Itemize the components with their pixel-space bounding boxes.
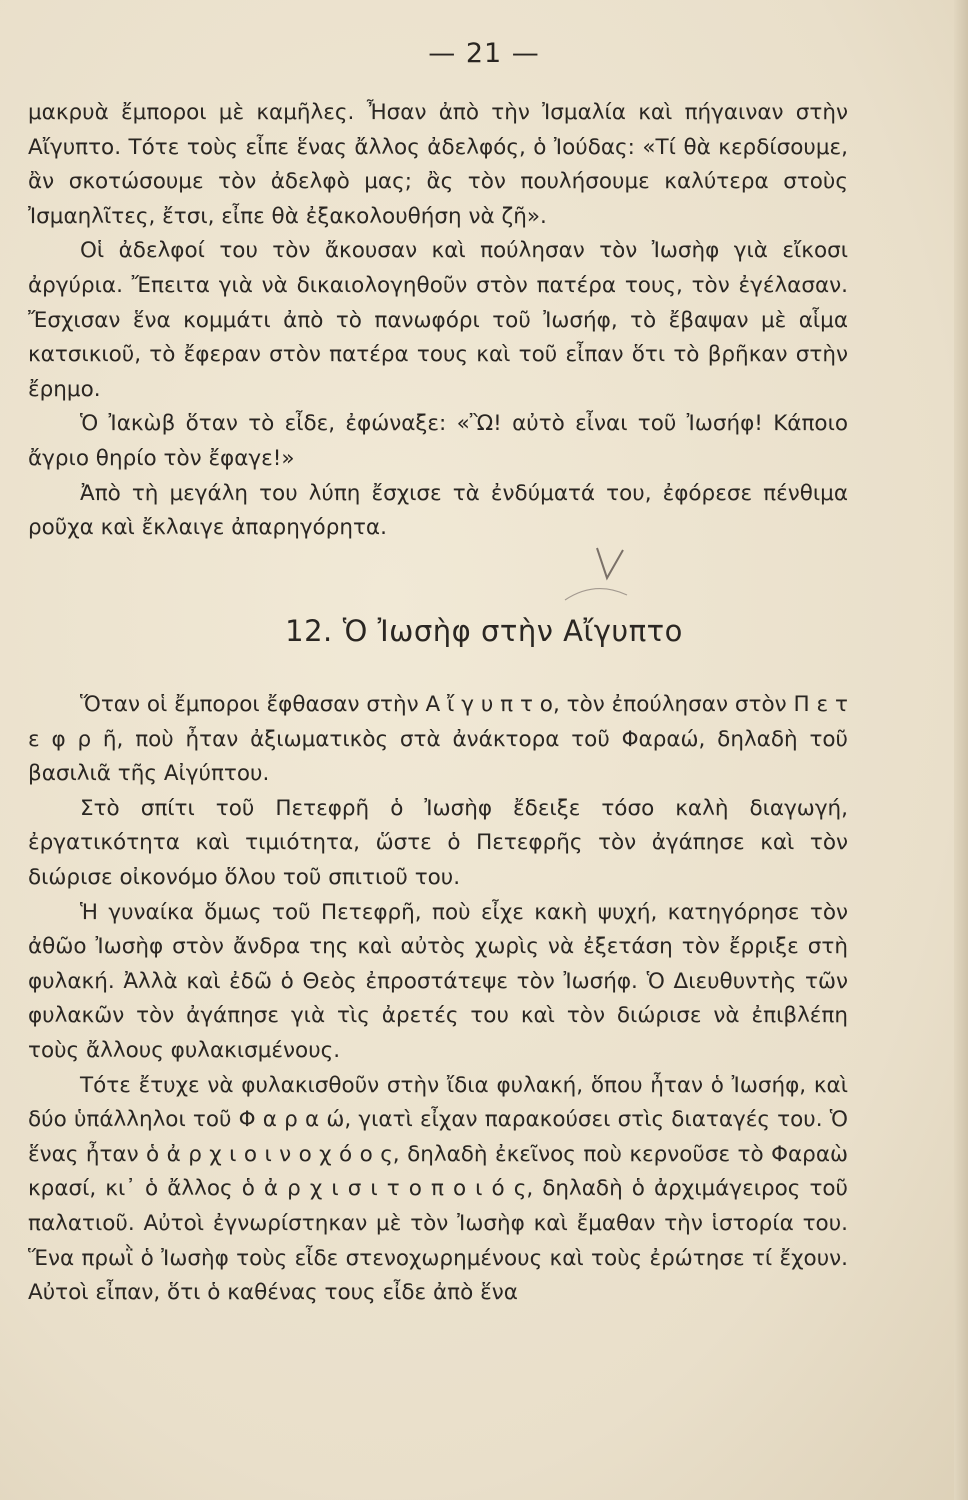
paragraph: Ἀπὸ τὴ μεγάλη του λύπη ἔσχισε τὰ ἐνδύματά του, ἐφόρεσε πένθιμα ροῦχα καὶ ἔκλαιγε ἀπαρηγόρητα. — [28, 480, 848, 541]
handwritten-check-mark — [555, 540, 650, 615]
paragraph: Ὅταν οἱ ἔμποροι ἔφθασαν στὴν Α ἴ γ υ π τ ο, τὸν ἐπούλησαν στὸν Π ε τ ε φ ρ ῆ, ποὺ ἦταν ἀξιωματικὸς στὰ ἀνάκτορα τοῦ Φαραώ, δηλαδὴ τοῦ βασιλιᾶ τῆς Αἰγύπτου. — [28, 692, 848, 787]
page-number: — 21 — — [428, 38, 540, 69]
section-1-text — [28, 96, 848, 546]
chapter-number: 12. — [285, 614, 333, 648]
page-edge — [954, 0, 968, 1500]
chapter-title: Ὁ Ἰωσὴφ στὴν Αἴγυπτο — [342, 614, 683, 648]
paragraph: Στὸ σπίτι τοῦ Πετεφρῆ ὁ Ἰωσὴφ ἔδειξε τόσο καλὴ διαγωγή, ἐργατικότητα καὶ τιμιότητα, ὥστε ὁ Πετεφρῆς τὸν ἀγάπησε καὶ τὸν διώρισε οἰκονόμο ὅλου τοῦ σπιτιοῦ του. — [28, 795, 848, 890]
chapter-heading — [0, 614, 968, 648]
paragraph: Ἡ γυναίκα ὅμως τοῦ Πετεφρῆ, ποὺ εἶχε κακὴ ψυχή, κατηγόρησε τὸν ἀθῶο Ἰωσὴφ στὸν ἄνδρα της καὶ αὐτὸς χωρὶς νὰ ἐξετάση τὸν ἔρριξε στὴ φυλακή. Ἀλλὰ καὶ ἐδῶ ὁ Θεὸς ἐπροστάτεψε τὸν Ἰωσήφ. Ὁ Διευθυντὴς τῶν φυλακῶν τὸν ἀγάπησε γιὰ τὶς ἀρετές του καὶ τὸν διώρισε νὰ ἐπιβλέπη τοὺς ἄλλους φυλακισμένους. — [28, 899, 848, 1063]
section-2-text — [28, 688, 848, 1311]
paragraph: Οἱ ἀδελφοί του τὸν ἄκουσαν καὶ πούλησαν τὸν Ἰωσὴφ γιὰ εἴκοσι ἀργύρια. Ἔπειτα γιὰ νὰ δικαιολογηθοῦν στὸν πατέρα τους, τὸν ἐγέλασαν. Ἔσχισαν ἕνα κομμάτι ἀπὸ τὸ πανωφόρι τοῦ Ἰωσήφ, τὸ ἔβαψαν μὲ αἷμα κατσικιοῦ, τὸ ἔφεραν στὸν πατέρα τους καὶ τοῦ εἶπαν ὅτι τὸ βρῆκαν στὴν ἔρημο. — [28, 238, 848, 402]
paragraph: Ὁ Ἰακὼβ ὅταν τὸ εἶδε, ἐφώναξε: «Ὢ! αὐτὸ εἶναι τοῦ Ἰωσήφ! Κάποιο ἄγριο θηρίο τὸν ἔφαγε!» — [28, 411, 848, 471]
paragraph: μακρυὰ ἔμποροι μὲ καμῆλες. Ἦσαν ἀπὸ τὴν Ἰσμαλία καὶ πήγαιναν στὴν Αἴγυπτο. Τότε τοὺς εἶπε ἕνας ἄλλος ἀδελφός, ὁ Ἰούδας: «Τί θὰ κερδίσουμε, ἂν σκοτώσουμε τὸν ἀδελφὸ μας; ἂς τὸν πουλήσουμε καλύτερα στοὺς Ἰσμαηλῖτες, ἔτσι, εἶπε θὰ ἐξακολουθήση νὰ ζῆ». — [28, 100, 848, 229]
paragraph: Τότε ἔτυχε νὰ φυλακισθοῦν στὴν ἴδια φυλακή, ὅπου ἦταν ὁ Ἰωσήφ, καὶ δύο ὑπάλληλοι τοῦ Φ α ρ α ώ, γιατὶ εἶχαν παρακούσει στὶς διαταγές του. Ὁ ἕνας ἦταν ὁ ἀ ρ χ ι ο ι ν ο χ ό ο ς, δηλαδὴ ἐκεῖνος ποὺ κερνοῦσε τὸ Φαραὼ κρασί, κι᾽ ὁ ἄλλος ὁ ἀ ρ χ ι σ ι τ ο π ο ι ό ς, δηλαδὴ ὁ ἀρχιμάγειρος τοῦ παλατιοῦ. Αὐτοὶ ἐγνωρίστηκαν μὲ τὸν Ἰωσὴφ καὶ ἔμαθαν τὴν ἱστορία του. Ἕνα πρωῒ ὁ Ἰωσὴφ τοὺς εἶδε στενοχωρημένους καὶ τοὺς ἐρώτησε τί ἔχουν. Αὐτοὶ εἶπαν, ὅτι ὁ καθένας τους εἶδε ἀπὸ ἕνα — [28, 1072, 848, 1306]
